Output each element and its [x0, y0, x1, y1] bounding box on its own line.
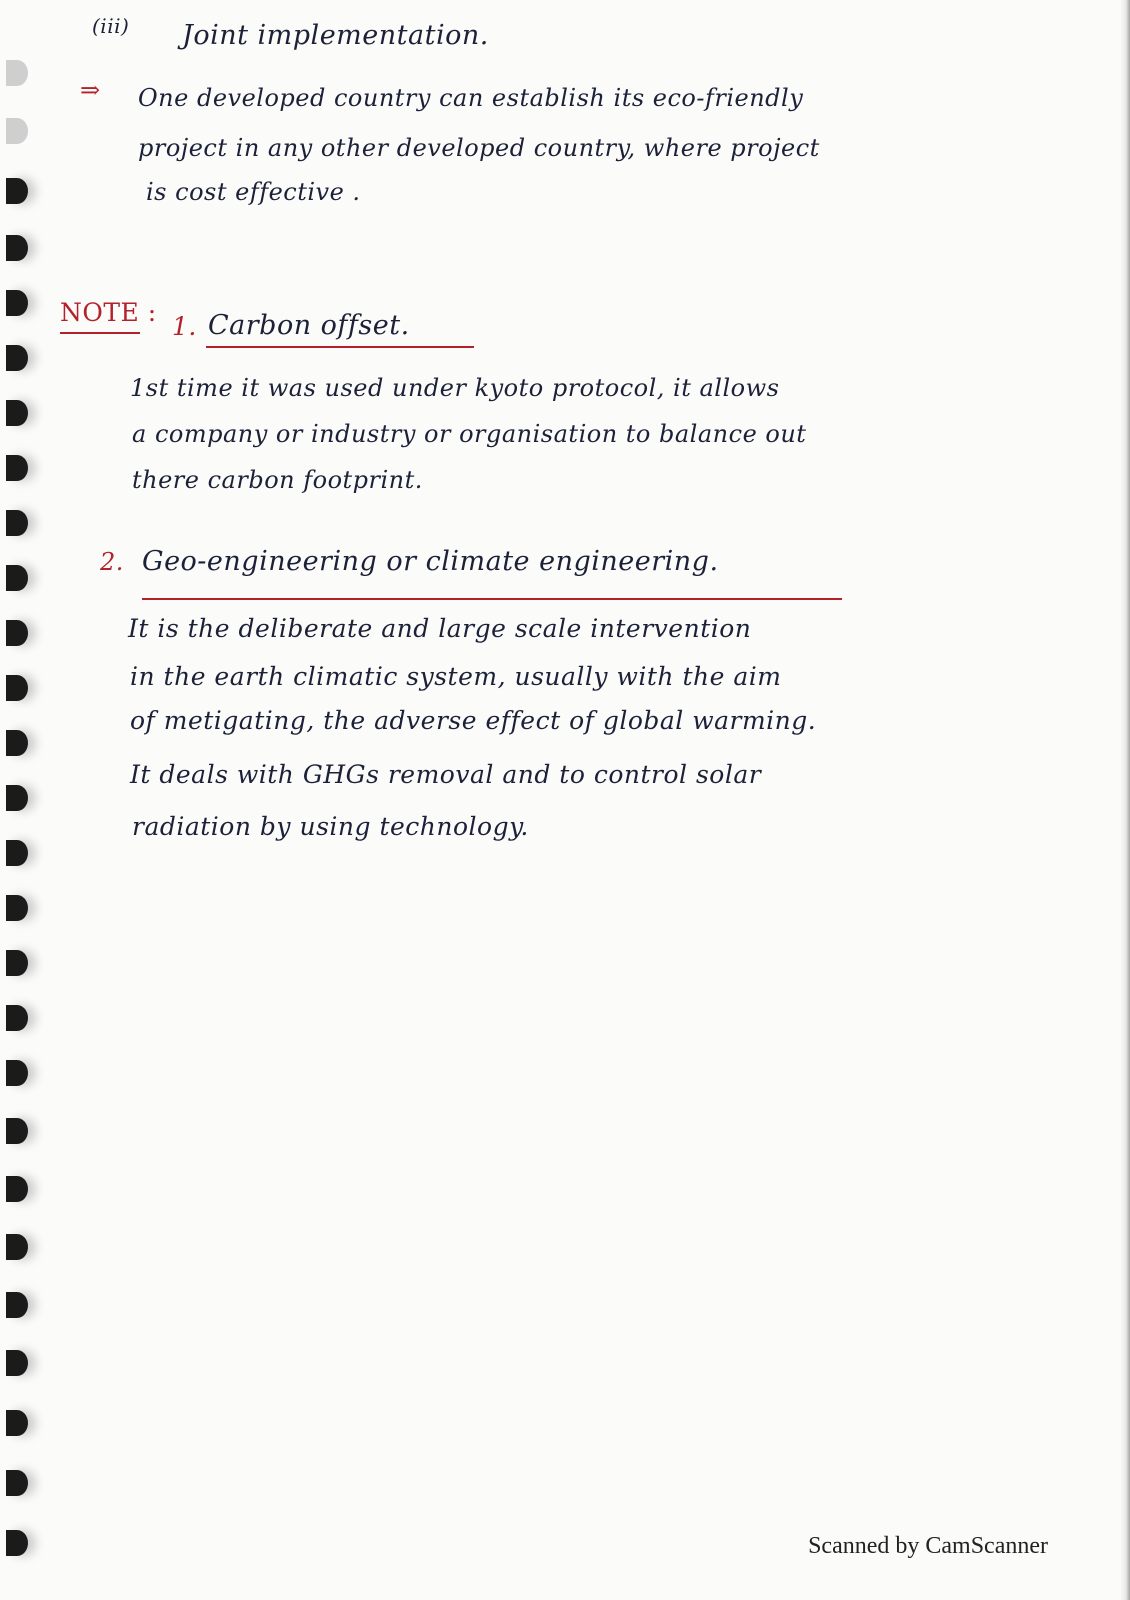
spiral-hole: [6, 400, 28, 426]
spiral-hole: [6, 785, 28, 811]
spiral-hole: [6, 1176, 28, 1202]
title-underline: [142, 598, 842, 600]
spiral-hole: [6, 60, 28, 86]
page-edge-shadow: [1120, 0, 1130, 1600]
spiral-hole: [6, 1005, 28, 1031]
spiral-hole: [6, 118, 28, 144]
spiral-hole: [6, 565, 28, 591]
spiral-hole: [6, 1234, 28, 1260]
spiral-hole: [6, 840, 28, 866]
spiral-hole: [6, 235, 28, 261]
section-text-line: project in any other developed country, where project: [138, 134, 820, 162]
spiral-hole: [6, 620, 28, 646]
spiral-hole: [6, 675, 28, 701]
note-text-line: there carbon footprint.: [132, 466, 423, 494]
section-number: (iii): [92, 14, 130, 38]
spiral-hole: [6, 1292, 28, 1318]
spiral-hole: [6, 1410, 28, 1436]
spiral-hole: [6, 290, 28, 316]
spiral-hole: [6, 1530, 28, 1556]
section-text-line: is cost effective .: [146, 178, 361, 206]
spiral-hole: [6, 455, 28, 481]
note-text-line: a company or industry or organisation to balance out: [132, 420, 807, 448]
spiral-hole: [6, 1470, 28, 1496]
note-text-line: 1st time it was used under kyoto protocol, it allows: [130, 374, 780, 402]
spiral-hole: [6, 1060, 28, 1086]
note-text-line: It is the deliberate and large scale intervention: [128, 614, 752, 643]
spiral-hole: [6, 895, 28, 921]
title-underline: [206, 346, 474, 348]
scanner-watermark: Scanned by CamScanner: [808, 1533, 1048, 1559]
spiral-hole: [6, 730, 28, 756]
note-item-title: Geo-engineering or climate engineering.: [142, 546, 719, 577]
note-text-line: of metigating, the adverse effect of global warming.: [130, 706, 817, 735]
note-item-number: 1.: [172, 312, 197, 341]
spiral-hole: [6, 345, 28, 371]
spiral-hole: [6, 950, 28, 976]
spiral-hole: [6, 510, 28, 536]
note-text-line: It deals with GHGs removal and to control solar: [130, 760, 762, 789]
spiral-hole: [6, 1350, 28, 1376]
section-text-line: One developed country can establish its eco-friendly: [138, 84, 804, 112]
note-text-line: radiation by using technology.: [132, 812, 529, 841]
note-label: NOTE :: [60, 298, 157, 327]
note-text-line: in the earth climatic system, usually with the aim: [130, 662, 782, 691]
spiral-hole: [6, 178, 28, 204]
arrow-icon: ⇒: [80, 76, 101, 104]
spiral-hole: [6, 1118, 28, 1144]
note-underline: [60, 332, 140, 334]
note-item-title: Carbon offset.: [208, 310, 410, 341]
note-item-number: 2.: [100, 548, 124, 576]
section-title: Joint implementation.: [182, 20, 489, 51]
